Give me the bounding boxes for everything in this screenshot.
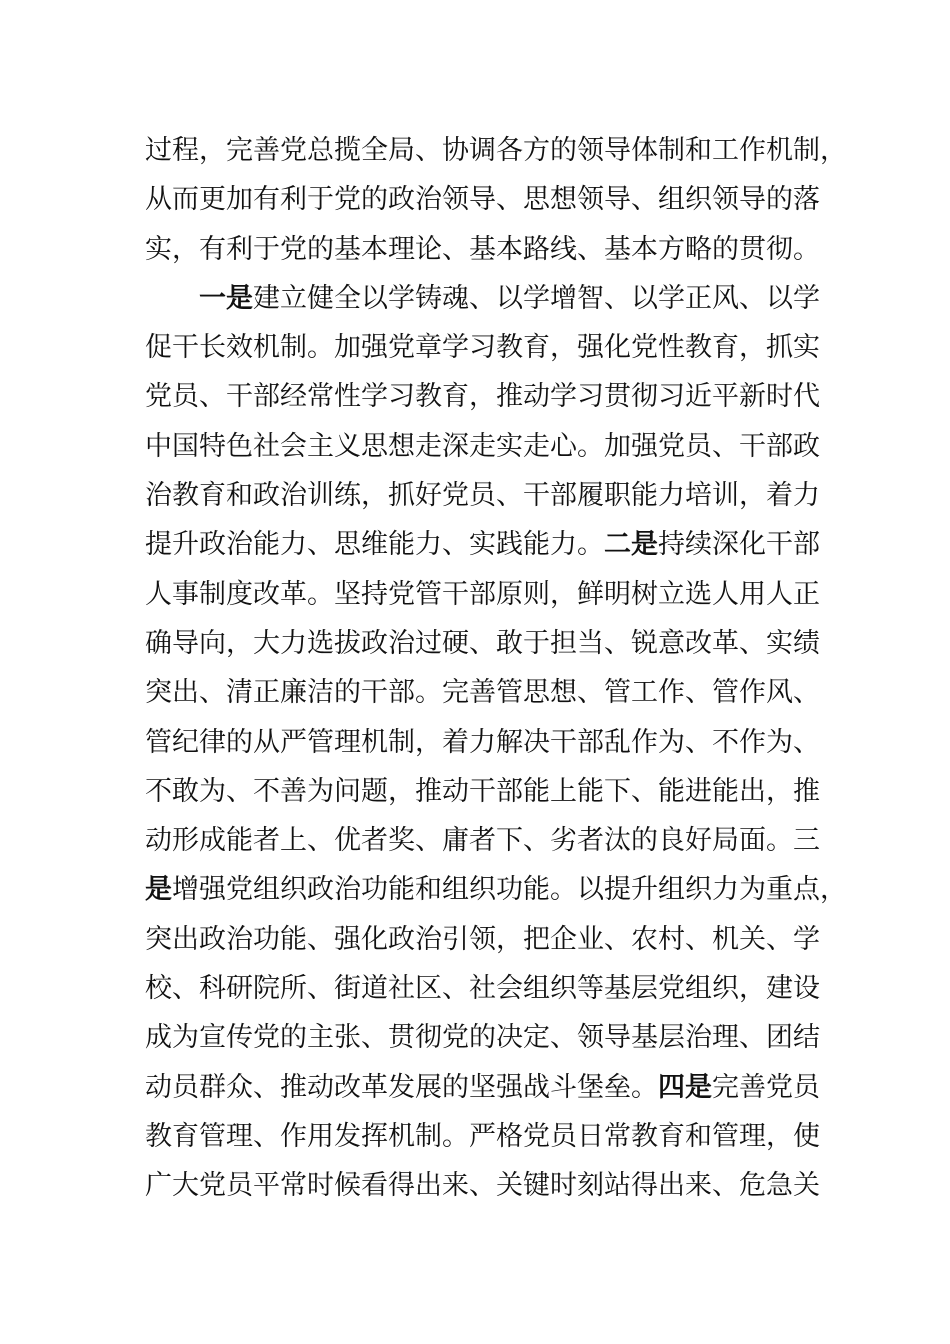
bold-label: 二是 bbox=[604, 529, 658, 561]
text-run: 确导向，大力选拔政治过硬、敢于担当、锐意改革、实绩 bbox=[145, 627, 820, 659]
text-run: 人事制度改革。坚持党管干部原则，鲜明树立选人用人正 bbox=[145, 578, 820, 610]
text-line bbox=[145, 619, 820, 668]
text-run: 动员群众、推动改革发展的坚强战斗堡垒。 bbox=[145, 1071, 658, 1103]
text-line bbox=[145, 816, 820, 865]
bold-label: 是 bbox=[145, 874, 172, 906]
text-run: 持续深化干部 bbox=[658, 529, 820, 561]
text-run: 校、科研院所、街道社区、社会组织等基层党组织，建设 bbox=[145, 973, 820, 1005]
text-line bbox=[145, 372, 820, 421]
text-run: 促干长效机制。加强党章学习教育，强化党性教育，抓实 bbox=[145, 332, 820, 364]
text-run: 完善党员 bbox=[712, 1071, 820, 1103]
text-line bbox=[145, 1112, 820, 1161]
text-line bbox=[145, 175, 820, 224]
text-run: 不敢为、不善为问题，推动干部能上能下、能进能出，推 bbox=[145, 775, 820, 807]
text-line bbox=[145, 668, 820, 717]
text-line bbox=[145, 1013, 820, 1062]
text-run: 动形成能者上、优者奖、庸者下、劣者汰的良好局面。三 bbox=[145, 825, 820, 857]
text-line bbox=[145, 323, 820, 372]
text-run: 突出、清正廉洁的干部。完善管思想、管工作、管作风、 bbox=[145, 677, 820, 709]
text-run: 增强党组织政治功能和组织功能。以提升组织力为重点， bbox=[172, 874, 847, 906]
text-line bbox=[145, 1161, 820, 1210]
text-run: 教育管理、作用发挥机制。严格党员日常教育和管理，使 bbox=[145, 1120, 820, 1152]
text-run: 广大党员平常时候看得出来、关键时刻站得出来、危急关 bbox=[145, 1170, 820, 1202]
text-line bbox=[145, 471, 820, 520]
text-line bbox=[145, 126, 847, 175]
text-run: 提升政治能力、思维能力、实践能力。 bbox=[145, 529, 604, 561]
text-run: 突出政治功能、强化政治引领，把企业、农村、机关、学 bbox=[145, 923, 820, 955]
text-run: 成为宣传党的主张、贯彻党的决定、领导基层治理、团结 bbox=[145, 1022, 820, 1054]
text-run: 治教育和政治训练，抓好党员、干部履职能力培训，着力 bbox=[145, 480, 820, 512]
body-text bbox=[145, 126, 847, 1211]
text-run: 建立健全以学铸魂、以学增智、以学正风、以学 bbox=[253, 282, 820, 314]
text-run: 管纪律的从严管理机制，着力解决干部乱作为、不作为、 bbox=[145, 726, 820, 758]
bold-label: 一是 bbox=[199, 282, 253, 314]
text-run: 党员、干部经常性学习教育，推动学习贯彻习近平新时代 bbox=[145, 381, 820, 413]
text-line bbox=[145, 767, 820, 816]
text-line bbox=[145, 274, 820, 323]
text-line bbox=[145, 915, 820, 964]
text-line bbox=[145, 520, 820, 569]
text-line bbox=[145, 718, 820, 767]
text-run: 过程，完善党总揽全局、协调各方的领导体制和工作机制， bbox=[145, 135, 847, 166]
text-run: 从而更加有利于党的政治领导、思想领导、组织领导的落 bbox=[145, 184, 820, 216]
text-line bbox=[145, 570, 820, 619]
text-line bbox=[145, 865, 847, 914]
text-run: 实，有利于党的基本理论、基本路线、基本方略的贯彻。 bbox=[145, 233, 820, 265]
text-line bbox=[145, 225, 820, 274]
text-run: 中国特色社会主义思想走深走实走心。加强党员、干部政 bbox=[145, 430, 820, 462]
bold-label: 四是 bbox=[658, 1071, 712, 1103]
text-line bbox=[145, 1063, 820, 1112]
text-line bbox=[145, 964, 820, 1013]
text-line bbox=[145, 422, 820, 471]
